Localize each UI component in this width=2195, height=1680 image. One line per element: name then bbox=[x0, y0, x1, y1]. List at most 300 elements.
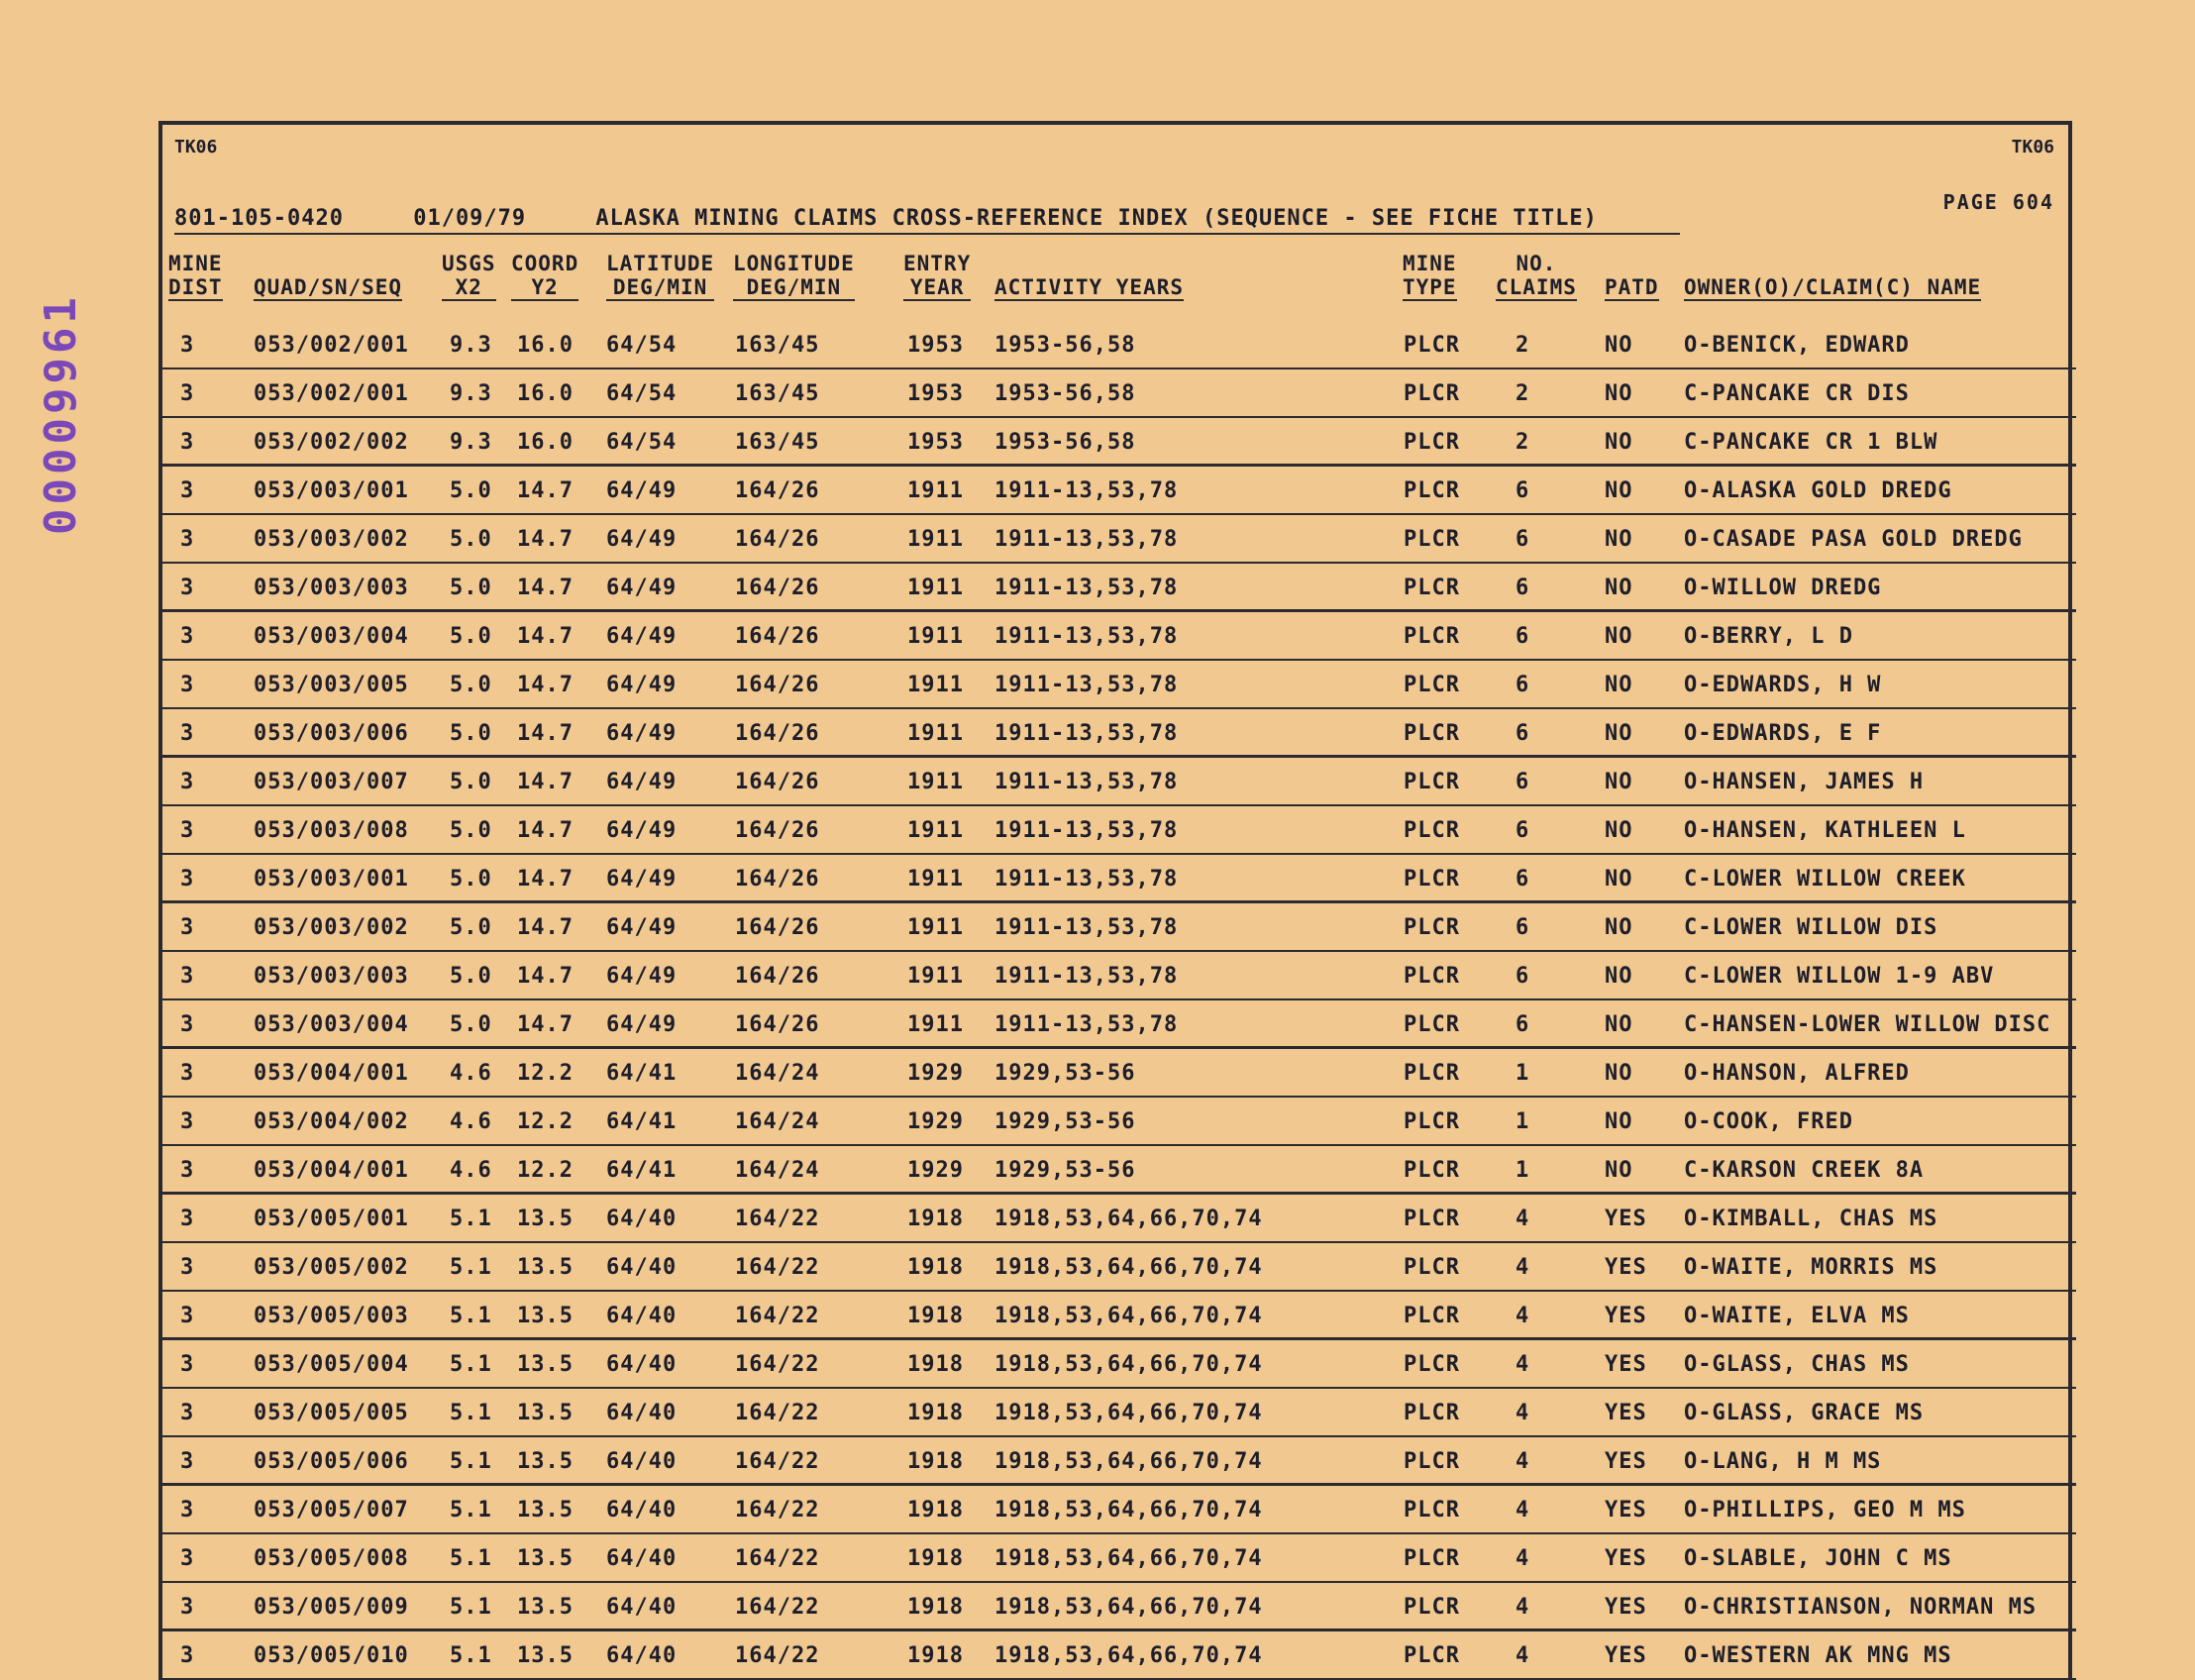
cell-quad-sn-seq: 053/005/009 bbox=[254, 1595, 409, 1620]
cell-activity-years: 1911-13,53,78 bbox=[994, 527, 1179, 552]
table-row bbox=[162, 806, 2076, 855]
cell-no-claims: 6 bbox=[1516, 915, 1530, 940]
cell-no-claims: 6 bbox=[1516, 964, 1530, 989]
cell-mine-type: PLCR bbox=[1404, 1449, 1460, 1474]
cell-entry-year: 1911 bbox=[907, 770, 964, 794]
cell-owner-claim-name: O-HANSEN, KATHLEEN L bbox=[1684, 818, 1966, 843]
cell-longitude: 164/26 bbox=[735, 673, 820, 697]
column-header-line2: ACTIVITY YEARS bbox=[994, 275, 1185, 299]
cell-patd: NO bbox=[1605, 1158, 1633, 1183]
cell-quad-sn-seq: 053/003/001 bbox=[254, 867, 409, 892]
cell-longitude: 164/22 bbox=[735, 1352, 820, 1377]
cell-mine-type: PLCR bbox=[1404, 430, 1460, 455]
cell-entry-year: 1929 bbox=[907, 1109, 964, 1134]
cell-usgs-x2: 4.6 bbox=[450, 1061, 492, 1086]
table-row bbox=[162, 418, 2076, 467]
cell-activity-years: 1911-13,53,78 bbox=[994, 478, 1179, 503]
column-header-line2: CLAIMS bbox=[1496, 275, 1577, 299]
cell-activity-years: 1911-13,53,78 bbox=[994, 624, 1179, 649]
column-header-line1 bbox=[254, 252, 402, 275]
cell-activity-years: 1911-13,53,78 bbox=[994, 721, 1179, 746]
cell-usgs-x2: 5.0 bbox=[450, 624, 492, 649]
cell-owner-claim-name: O-ALASKA GOLD DREDG bbox=[1684, 478, 1952, 503]
cell-usgs-x2: 5.1 bbox=[450, 1595, 492, 1620]
cell-patd: NO bbox=[1605, 1109, 1633, 1134]
cell-coord-y2: 16.0 bbox=[517, 430, 574, 455]
table-row bbox=[162, 1243, 2076, 1292]
cell-mine-dist: 3 bbox=[180, 624, 195, 649]
cell-activity-years: 1918,53,64,66,70,74 bbox=[994, 1255, 1263, 1280]
cell-owner-claim-name: O-SLABLE, JOHN C MS bbox=[1684, 1546, 1952, 1571]
table-row bbox=[162, 1631, 2076, 1680]
cell-usgs-x2: 5.1 bbox=[450, 1643, 492, 1668]
cell-patd: NO bbox=[1605, 527, 1633, 552]
table-row bbox=[162, 1292, 2076, 1340]
cell-patd: NO bbox=[1605, 624, 1633, 649]
column-header-line1: COORD bbox=[511, 252, 579, 275]
cell-latitude: 64/40 bbox=[606, 1449, 678, 1474]
cell-mine-type: PLCR bbox=[1404, 1061, 1460, 1086]
cell-coord-y2: 14.7 bbox=[517, 1012, 574, 1037]
cell-usgs-x2: 5.0 bbox=[450, 964, 492, 989]
cell-mine-type: PLCR bbox=[1404, 478, 1460, 503]
cell-latitude: 64/40 bbox=[606, 1207, 678, 1231]
table-row bbox=[162, 612, 2076, 661]
cell-owner-claim-name: O-LANG, H M MS bbox=[1684, 1449, 1882, 1474]
cell-owner-claim-name: O-HANSEN, JAMES H bbox=[1684, 770, 1925, 794]
table-row bbox=[162, 1534, 2076, 1583]
cell-quad-sn-seq: 053/003/007 bbox=[254, 770, 409, 794]
table-row bbox=[162, 1340, 2076, 1389]
table-row bbox=[162, 1098, 2076, 1146]
cell-mine-dist: 3 bbox=[180, 527, 195, 552]
cell-mine-type: PLCR bbox=[1404, 1207, 1460, 1231]
cell-entry-year: 1911 bbox=[907, 964, 964, 989]
cell-entry-year: 1953 bbox=[907, 381, 964, 406]
cell-owner-claim-name: O-GLASS, CHAS MS bbox=[1684, 1352, 1910, 1377]
cell-usgs-x2: 5.1 bbox=[450, 1401, 492, 1425]
column-header-no-claims bbox=[1496, 252, 1577, 301]
cell-mine-dist: 3 bbox=[180, 915, 195, 940]
column-header-mine-type bbox=[1403, 252, 1457, 301]
cell-activity-years: 1929,53-56 bbox=[994, 1061, 1136, 1086]
cell-activity-years: 1918,53,64,66,70,74 bbox=[994, 1595, 1263, 1620]
cell-entry-year: 1953 bbox=[907, 333, 964, 358]
cell-owner-claim-name: C-LOWER WILLOW DIS bbox=[1684, 915, 1938, 940]
cell-latitude: 64/54 bbox=[606, 430, 678, 455]
table-row bbox=[162, 321, 2076, 369]
cell-coord-y2: 14.7 bbox=[517, 624, 574, 649]
cell-usgs-x2: 5.0 bbox=[450, 915, 492, 940]
column-header-line1 bbox=[1684, 252, 1981, 275]
cell-owner-claim-name: C-HANSEN-LOWER WILLOW DISC bbox=[1684, 1012, 2051, 1037]
cell-coord-y2: 14.7 bbox=[517, 867, 574, 892]
cell-usgs-x2: 5.0 bbox=[450, 721, 492, 746]
cell-patd: NO bbox=[1605, 867, 1633, 892]
column-header-line2: DEG/MIN bbox=[606, 275, 714, 301]
cell-latitude: 64/49 bbox=[606, 867, 678, 892]
cell-patd: NO bbox=[1605, 478, 1633, 503]
column-header-line2: QUAD/SN/SEQ bbox=[254, 275, 403, 299]
column-header-line1 bbox=[994, 252, 1184, 275]
cell-activity-years: 1911-13,53,78 bbox=[994, 673, 1179, 697]
cell-latitude: 64/40 bbox=[606, 1498, 678, 1522]
cell-longitude: 163/45 bbox=[735, 333, 820, 358]
report-date: 01/09/79 bbox=[413, 206, 527, 231]
cell-latitude: 64/40 bbox=[606, 1546, 678, 1571]
cell-owner-claim-name: O-WESTERN AK MNG MS bbox=[1684, 1643, 1952, 1668]
cell-mine-type: PLCR bbox=[1404, 915, 1460, 940]
cell-mine-type: PLCR bbox=[1404, 624, 1460, 649]
cell-mine-type: PLCR bbox=[1404, 381, 1460, 406]
cell-entry-year: 1911 bbox=[907, 624, 964, 649]
cell-coord-y2: 13.5 bbox=[517, 1401, 574, 1425]
column-header-latitude bbox=[606, 252, 714, 301]
cell-patd: YES bbox=[1605, 1595, 1647, 1620]
cell-patd: NO bbox=[1605, 576, 1633, 600]
cell-latitude: 64/49 bbox=[606, 818, 678, 843]
column-header-owner-claim-name bbox=[1684, 252, 1981, 301]
cell-mine-dist: 3 bbox=[180, 673, 195, 697]
cell-latitude: 64/41 bbox=[606, 1061, 678, 1086]
cell-owner-claim-name: C-PANCAKE CR DIS bbox=[1684, 381, 1910, 406]
cell-mine-dist: 3 bbox=[180, 1012, 195, 1037]
cell-quad-sn-seq: 053/005/005 bbox=[254, 1401, 409, 1425]
cell-coord-y2: 13.5 bbox=[517, 1304, 574, 1328]
cell-coord-y2: 13.5 bbox=[517, 1498, 574, 1522]
cell-owner-claim-name: O-EDWARDS, H W bbox=[1684, 673, 1882, 697]
corner-mark-right: TK06 bbox=[2011, 137, 2054, 158]
cell-owner-claim-name: C-LOWER WILLOW 1-9 ABV bbox=[1684, 964, 1995, 989]
column-header-quad-sn-seq bbox=[254, 252, 402, 301]
cell-longitude: 164/26 bbox=[735, 576, 820, 600]
cell-entry-year: 1911 bbox=[907, 478, 964, 503]
cell-owner-claim-name: O-WILLOW DREDG bbox=[1684, 576, 1882, 600]
cell-usgs-x2: 5.0 bbox=[450, 818, 492, 843]
cell-mine-dist: 3 bbox=[180, 1498, 195, 1522]
cell-coord-y2: 13.5 bbox=[517, 1595, 574, 1620]
table-row bbox=[162, 1486, 2076, 1534]
cell-no-claims: 6 bbox=[1516, 867, 1530, 892]
cell-activity-years: 1953-56,58 bbox=[994, 333, 1136, 358]
cell-activity-years: 1911-13,53,78 bbox=[994, 770, 1179, 794]
column-header-line1: NO. bbox=[1516, 252, 1557, 275]
cell-patd: NO bbox=[1605, 964, 1633, 989]
cell-entry-year: 1918 bbox=[907, 1255, 964, 1280]
cell-longitude: 164/22 bbox=[735, 1546, 820, 1571]
column-header-line1: LATITUDE bbox=[606, 252, 715, 275]
cell-quad-sn-seq: 053/005/004 bbox=[254, 1352, 409, 1377]
cell-latitude: 64/49 bbox=[606, 576, 678, 600]
column-header-patd bbox=[1605, 252, 1659, 301]
cell-patd: NO bbox=[1605, 673, 1633, 697]
cell-patd: NO bbox=[1605, 333, 1633, 358]
cell-quad-sn-seq: 053/003/004 bbox=[254, 624, 409, 649]
cell-latitude: 64/54 bbox=[606, 381, 678, 406]
column-header-line1: USGS bbox=[442, 252, 496, 275]
cell-no-claims: 4 bbox=[1516, 1401, 1530, 1425]
table-row bbox=[162, 661, 2076, 709]
claims-table bbox=[162, 321, 2076, 1680]
cell-owner-claim-name: O-CHRISTIANSON, NORMAN MS bbox=[1684, 1595, 2038, 1620]
cell-mine-type: PLCR bbox=[1404, 867, 1460, 892]
cell-quad-sn-seq: 053/003/005 bbox=[254, 673, 409, 697]
cell-activity-years: 1953-56,58 bbox=[994, 381, 1136, 406]
cell-activity-years: 1929,53-56 bbox=[994, 1109, 1136, 1134]
cell-patd: NO bbox=[1605, 430, 1633, 455]
cell-entry-year: 1918 bbox=[907, 1207, 964, 1231]
cell-owner-claim-name: C-LOWER WILLOW CREEK bbox=[1684, 867, 1966, 892]
cell-entry-year: 1953 bbox=[907, 430, 964, 455]
cell-patd: YES bbox=[1605, 1643, 1647, 1668]
cell-quad-sn-seq: 053/002/001 bbox=[254, 381, 409, 406]
cell-mine-dist: 3 bbox=[180, 1158, 195, 1183]
cell-entry-year: 1911 bbox=[907, 721, 964, 746]
cell-patd: YES bbox=[1605, 1401, 1647, 1425]
cell-mine-dist: 3 bbox=[180, 818, 195, 843]
cell-latitude: 64/49 bbox=[606, 624, 678, 649]
cell-activity-years: 1918,53,64,66,70,74 bbox=[994, 1643, 1263, 1668]
cell-patd: YES bbox=[1605, 1304, 1647, 1328]
cell-quad-sn-seq: 053/004/002 bbox=[254, 1109, 409, 1134]
cell-quad-sn-seq: 053/003/003 bbox=[254, 964, 409, 989]
cell-mine-dist: 3 bbox=[180, 1109, 195, 1134]
cell-mine-dist: 3 bbox=[180, 867, 195, 892]
cell-mine-type: PLCR bbox=[1404, 770, 1460, 794]
cell-latitude: 64/49 bbox=[606, 770, 678, 794]
cell-no-claims: 2 bbox=[1516, 430, 1530, 455]
cell-no-claims: 1 bbox=[1516, 1061, 1530, 1086]
cell-latitude: 64/49 bbox=[606, 673, 678, 697]
cell-coord-y2: 13.5 bbox=[517, 1352, 574, 1377]
cell-mine-dist: 3 bbox=[180, 1401, 195, 1425]
cell-mine-type: PLCR bbox=[1404, 1352, 1460, 1377]
cell-patd: YES bbox=[1605, 1546, 1647, 1571]
cell-entry-year: 1911 bbox=[907, 673, 964, 697]
cell-quad-sn-seq: 053/003/008 bbox=[254, 818, 409, 843]
cell-activity-years: 1918,53,64,66,70,74 bbox=[994, 1449, 1263, 1474]
cell-mine-dist: 3 bbox=[180, 430, 195, 455]
cell-owner-claim-name: O-BENICK, EDWARD bbox=[1684, 333, 1910, 358]
cell-activity-years: 1911-13,53,78 bbox=[994, 964, 1179, 989]
cell-quad-sn-seq: 053/004/001 bbox=[254, 1061, 409, 1086]
cell-no-claims: 6 bbox=[1516, 624, 1530, 649]
cell-usgs-x2: 4.6 bbox=[450, 1158, 492, 1183]
cell-quad-sn-seq: 053/005/003 bbox=[254, 1304, 409, 1328]
cell-coord-y2: 14.7 bbox=[517, 770, 574, 794]
cell-activity-years: 1918,53,64,66,70,74 bbox=[994, 1207, 1263, 1231]
report-id: 801-105-0420 bbox=[174, 206, 344, 231]
cell-usgs-x2: 5.0 bbox=[450, 527, 492, 552]
cell-activity-years: 1911-13,53,78 bbox=[994, 1012, 1179, 1037]
cell-no-claims: 4 bbox=[1516, 1352, 1530, 1377]
column-header-row bbox=[162, 252, 2076, 331]
cell-coord-y2: 14.7 bbox=[517, 478, 574, 503]
cell-usgs-x2: 5.0 bbox=[450, 478, 492, 503]
cell-patd: NO bbox=[1605, 915, 1633, 940]
cell-activity-years: 1918,53,64,66,70,74 bbox=[994, 1498, 1263, 1522]
cell-quad-sn-seq: 053/005/007 bbox=[254, 1498, 409, 1522]
cell-entry-year: 1911 bbox=[907, 818, 964, 843]
column-header-line1: LONGITUDE bbox=[733, 252, 855, 275]
cell-mine-type: PLCR bbox=[1404, 1255, 1460, 1280]
page-number: PAGE 604 bbox=[1942, 190, 2054, 214]
cell-entry-year: 1929 bbox=[907, 1061, 964, 1086]
cell-entry-year: 1918 bbox=[907, 1643, 964, 1668]
cell-mine-dist: 3 bbox=[180, 721, 195, 746]
cell-longitude: 164/22 bbox=[735, 1304, 820, 1328]
cell-owner-claim-name: O-WAITE, ELVA MS bbox=[1684, 1304, 1910, 1328]
table-row bbox=[162, 758, 2076, 806]
cell-coord-y2: 12.2 bbox=[517, 1109, 574, 1134]
cell-usgs-x2: 4.6 bbox=[450, 1109, 492, 1134]
cell-usgs-x2: 5.0 bbox=[450, 1012, 492, 1037]
cell-mine-type: PLCR bbox=[1404, 1498, 1460, 1522]
column-header-activity-years bbox=[994, 252, 1184, 301]
cell-activity-years: 1929,53-56 bbox=[994, 1158, 1136, 1183]
cell-mine-dist: 3 bbox=[180, 770, 195, 794]
cell-activity-years: 1918,53,64,66,70,74 bbox=[994, 1401, 1263, 1425]
cell-activity-years: 1918,53,64,66,70,74 bbox=[994, 1304, 1263, 1328]
cell-latitude: 64/40 bbox=[606, 1401, 678, 1425]
cell-mine-type: PLCR bbox=[1404, 1401, 1460, 1425]
cell-patd: NO bbox=[1605, 721, 1633, 746]
cell-latitude: 64/40 bbox=[606, 1255, 678, 1280]
cell-no-claims: 4 bbox=[1516, 1304, 1530, 1328]
cell-no-claims: 4 bbox=[1516, 1498, 1530, 1522]
cell-mine-type: PLCR bbox=[1404, 1643, 1460, 1668]
column-header-mine-dist bbox=[168, 252, 223, 301]
cell-coord-y2: 12.2 bbox=[517, 1158, 574, 1183]
cell-no-claims: 6 bbox=[1516, 1012, 1530, 1037]
cell-coord-y2: 14.7 bbox=[517, 721, 574, 746]
cell-coord-y2: 13.5 bbox=[517, 1207, 574, 1231]
column-header-line2: X2 bbox=[442, 275, 496, 301]
cell-mine-type: PLCR bbox=[1404, 333, 1460, 358]
cell-quad-sn-seq: 053/003/002 bbox=[254, 527, 409, 552]
cell-mine-type: PLCR bbox=[1404, 721, 1460, 746]
cell-entry-year: 1911 bbox=[907, 1012, 964, 1037]
cell-latitude: 64/40 bbox=[606, 1643, 678, 1668]
cell-quad-sn-seq: 053/002/002 bbox=[254, 430, 409, 455]
table-row bbox=[162, 564, 2076, 612]
cell-quad-sn-seq: 053/005/001 bbox=[254, 1207, 409, 1231]
cell-latitude: 64/40 bbox=[606, 1595, 678, 1620]
cell-usgs-x2: 9.3 bbox=[450, 333, 492, 358]
cell-longitude: 163/45 bbox=[735, 430, 820, 455]
cell-patd: NO bbox=[1605, 1061, 1633, 1086]
cell-owner-claim-name: O-KIMBALL, CHAS MS bbox=[1684, 1207, 1938, 1231]
column-header-line2: OWNER(O)/CLAIM(C) NAME bbox=[1684, 275, 1982, 299]
cell-quad-sn-seq: 053/003/003 bbox=[254, 576, 409, 600]
column-header-line2: Y2 bbox=[511, 275, 578, 301]
cell-latitude: 64/49 bbox=[606, 527, 678, 552]
cell-mine-dist: 3 bbox=[180, 1449, 195, 1474]
table-row bbox=[162, 369, 2076, 418]
table-row bbox=[162, 855, 2076, 903]
cell-no-claims: 4 bbox=[1516, 1643, 1530, 1668]
cell-patd: NO bbox=[1605, 1012, 1633, 1037]
cell-activity-years: 1918,53,64,66,70,74 bbox=[994, 1546, 1263, 1571]
cell-activity-years: 1911-13,53,78 bbox=[994, 867, 1179, 892]
cell-no-claims: 6 bbox=[1516, 576, 1530, 600]
table-row bbox=[162, 1389, 2076, 1437]
cell-longitude: 164/26 bbox=[735, 964, 820, 989]
cell-activity-years: 1911-13,53,78 bbox=[994, 818, 1179, 843]
cell-patd: NO bbox=[1605, 381, 1633, 406]
cell-latitude: 64/49 bbox=[606, 915, 678, 940]
cell-mine-type: PLCR bbox=[1404, 673, 1460, 697]
cell-longitude: 164/26 bbox=[735, 624, 820, 649]
cell-usgs-x2: 5.1 bbox=[450, 1546, 492, 1571]
cell-activity-years: 1911-13,53,78 bbox=[994, 576, 1179, 600]
column-header-line2: YEAR bbox=[903, 275, 971, 301]
table-row bbox=[162, 1000, 2076, 1049]
cell-mine-dist: 3 bbox=[180, 381, 195, 406]
cell-quad-sn-seq: 053/003/006 bbox=[254, 721, 409, 746]
cell-quad-sn-seq: 053/005/008 bbox=[254, 1546, 409, 1571]
column-header-line2: PATD bbox=[1605, 275, 1659, 299]
cell-latitude: 64/40 bbox=[606, 1352, 678, 1377]
cell-longitude: 164/24 bbox=[735, 1061, 820, 1086]
cell-longitude: 164/22 bbox=[735, 1449, 820, 1474]
table-row bbox=[162, 1437, 2076, 1486]
column-header-entry-year bbox=[903, 252, 971, 301]
cell-longitude: 164/26 bbox=[735, 527, 820, 552]
cell-coord-y2: 13.5 bbox=[517, 1643, 574, 1668]
cell-coord-y2: 14.7 bbox=[517, 576, 574, 600]
cell-patd: NO bbox=[1605, 770, 1633, 794]
table-row bbox=[162, 1583, 2076, 1631]
cell-patd: YES bbox=[1605, 1255, 1647, 1280]
cell-no-claims: 2 bbox=[1516, 333, 1530, 358]
cell-quad-sn-seq: 053/005/002 bbox=[254, 1255, 409, 1280]
table-row bbox=[162, 467, 2076, 515]
cell-latitude: 64/41 bbox=[606, 1109, 678, 1134]
cell-coord-y2: 13.5 bbox=[517, 1546, 574, 1571]
column-header-line2: DIST bbox=[168, 275, 223, 299]
cell-entry-year: 1911 bbox=[907, 527, 964, 552]
cell-longitude: 164/24 bbox=[735, 1109, 820, 1134]
cell-longitude: 164/26 bbox=[735, 1012, 820, 1037]
document-number-stamp: 00009961 bbox=[36, 293, 86, 535]
cell-no-claims: 4 bbox=[1516, 1595, 1530, 1620]
cell-longitude: 164/22 bbox=[735, 1401, 820, 1425]
cell-patd: YES bbox=[1605, 1352, 1647, 1377]
cell-mine-type: PLCR bbox=[1404, 576, 1460, 600]
cell-no-claims: 6 bbox=[1516, 818, 1530, 843]
cell-activity-years: 1918,53,64,66,70,74 bbox=[994, 1352, 1263, 1377]
cell-activity-years: 1911-13,53,78 bbox=[994, 915, 1179, 940]
cell-no-claims: 1 bbox=[1516, 1158, 1530, 1183]
cell-owner-claim-name: O-GLASS, GRACE MS bbox=[1684, 1401, 1925, 1425]
cell-entry-year: 1918 bbox=[907, 1352, 964, 1377]
cell-owner-claim-name: O-EDWARDS, E F bbox=[1684, 721, 1882, 746]
cell-longitude: 164/22 bbox=[735, 1595, 820, 1620]
cell-mine-dist: 3 bbox=[180, 1255, 195, 1280]
cell-coord-y2: 13.5 bbox=[517, 1449, 574, 1474]
cell-latitude: 64/40 bbox=[606, 1304, 678, 1328]
cell-patd: NO bbox=[1605, 818, 1633, 843]
cell-latitude: 64/49 bbox=[606, 478, 678, 503]
report-title: ALASKA MINING CLAIMS CROSS-REFERENCE INDEX (SEQUENCE - SEE FICHE TITLE) bbox=[595, 206, 1598, 231]
cell-mine-dist: 3 bbox=[180, 1207, 195, 1231]
cell-no-claims: 6 bbox=[1516, 721, 1530, 746]
cell-mine-type: PLCR bbox=[1404, 818, 1460, 843]
cell-patd: YES bbox=[1605, 1207, 1647, 1231]
cell-entry-year: 1918 bbox=[907, 1595, 964, 1620]
cell-mine-dist: 3 bbox=[180, 1352, 195, 1377]
